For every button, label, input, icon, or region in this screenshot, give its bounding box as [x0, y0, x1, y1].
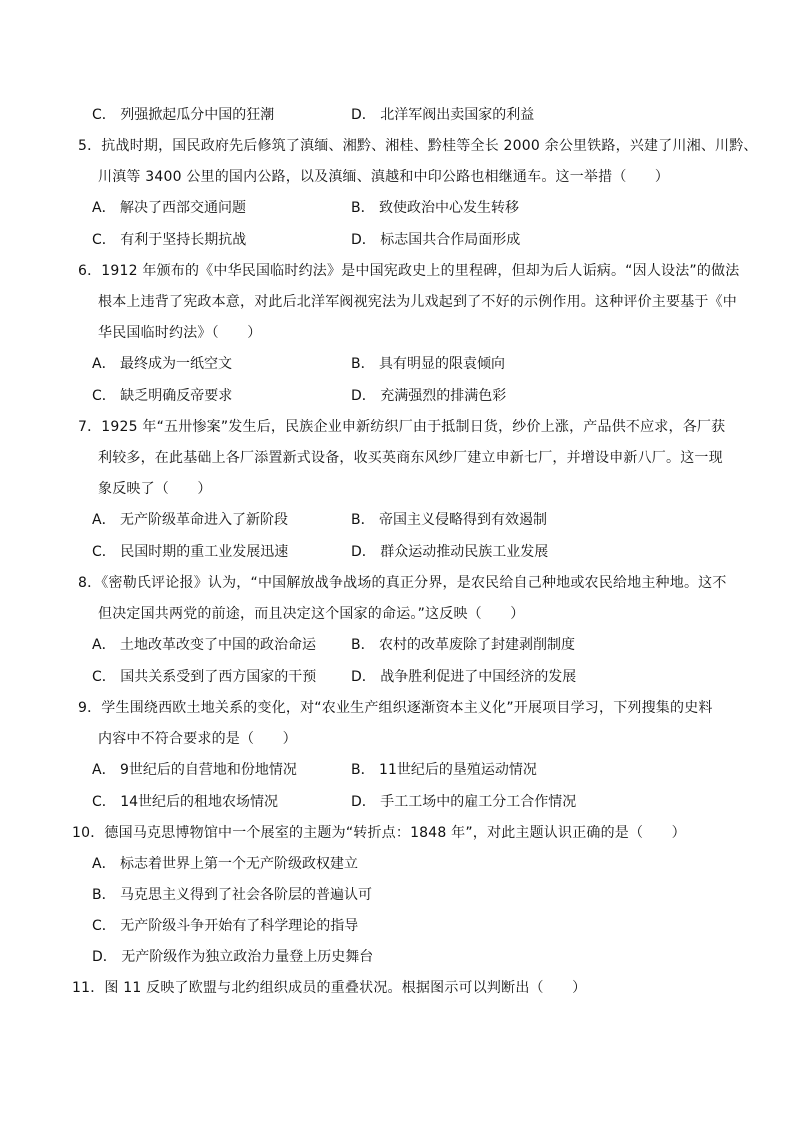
question-9-stem-line-1: 9．学生围绕西欧土地关系的变化，对“农业生产组织逐渐资本主义化”开展项目学习，下列搜集的史料 — [78, 700, 713, 716]
question-8-option-a: A． 土地改革改变了中国的政治命运 — [92, 637, 317, 653]
question-9-option-c: C． 14世纪后的租地农场情况 — [92, 794, 279, 810]
question-7-option-d: D． 群众运动推动民族工业发展 — [351, 544, 549, 560]
question-5-option-d: D． 标志国共合作局面形成 — [351, 232, 521, 248]
question-10-option-c: C． 无产阶级斗争开始有了科学理论的指导 — [92, 918, 359, 934]
question-9-option-a: A． 9世纪后的自营地和份地情况 — [92, 762, 297, 778]
question-10-option-d: D． 无产阶级作为独立政治力量登上历史舞台 — [92, 949, 374, 965]
question-8-stem-line-1: 8．《密勒氏评论报》认为，“中国解放战争战场的真正分界，是农民给自己种地或农民给地主种地。这不 — [78, 575, 727, 591]
question-7-option-b: B． 帝国主义侵略得到有效遏制 — [351, 512, 548, 528]
question-7-option-a: A． 无产阶级革命进入了新阶段 — [92, 512, 289, 528]
question-11-stem-line-1: 11．图 11 反映了欧盟与北约组织成员的重叠状况。根据图示可以判断出（ ） — [72, 980, 587, 996]
question-6-option-b: B． 具有明显的限袁倾向 — [351, 356, 506, 372]
question-7-stem-line-2: 利较多，在此基础上各厂添置新式设备，收买英商东风纱厂建立申新七厂，并增设申新八厂。这一现 — [98, 450, 723, 466]
question-9-option-d: D． 手工工场中的雇工分工合作情况 — [351, 794, 577, 810]
question-6-stem-line-2: 根本上违背了宪政本意，对此后北洋军阀视宪法为儿戏起到了不好的示例作用。这种评价主要基于《中 — [98, 294, 737, 310]
question-9-stem-line-2: 内容中不符合要求的是（ ） — [98, 731, 297, 747]
question-8-option-b: B． 农村的改革废除了封建剥削制度 — [351, 637, 576, 653]
prev-option-d: D． 北洋军阀出卖国家的利益 — [351, 107, 535, 123]
question-7-option-c: C． 民国时期的重工业发展迅速 — [92, 544, 289, 560]
question-8-option-d: D． 战争胜利促进了中国经济的发展 — [351, 669, 577, 685]
question-5-stem-line-1: 5．抗战时期，国民政府先后修筑了滇缅、湘黔、湘桂、黔桂等全长 2000 余公里铁路，兴建了川湘、川黔、 — [78, 138, 758, 154]
question-9-option-b: B． 11世纪后的垦殖运动情况 — [351, 762, 537, 778]
question-6-stem-line-1: 6．1912 年颁布的《中华民国临时约法》是中国宪政史上的里程碑，但却为后人诟病。“因人设法”的做法 — [78, 263, 740, 279]
question-5-stem-line-2: 川滇等 3400 公里的国内公路，以及滇缅、滇越和中印公路也相继通车。这一举措（ ） — [98, 169, 670, 185]
question-5-option-b: B． 致使政治中心发生转移 — [351, 200, 520, 216]
question-6-stem-line-3: 华民国临时约法》（ ） — [98, 325, 262, 341]
question-8-option-c: C． 国共关系受到了西方国家的干预 — [92, 669, 317, 685]
question-7-stem-line-3: 象反映了（ ） — [98, 481, 212, 497]
question-10-option-a: A． 标志着世界上第一个无产阶级政权建立 — [92, 856, 359, 872]
prev-option-c: C． 列强掀起瓜分中国的狂潮 — [92, 107, 275, 123]
question-5-option-a: A． 解决了西部交通问题 — [92, 200, 247, 216]
question-10-stem-line-1: 10．德国马克思博物馆中一个展室的主题为“转折点：1848 年”，对此主题认识正确的是（ ） — [72, 825, 686, 841]
question-6-option-d: D． 充满强烈的排满色彩 — [351, 388, 507, 404]
question-5-option-c: C． 有利于坚持长期抗战 — [92, 232, 247, 248]
question-8-stem-line-2: 但决定国共两党的前途，而且决定这个国家的命运。”这反映（ ） — [98, 606, 525, 622]
question-6-option-c: C． 缺乏明确反帝要求 — [92, 388, 233, 404]
question-10-option-b: B． 马克思主义得到了社会各阶层的普遍认可 — [92, 887, 373, 903]
question-7-stem-line-1: 7．1925 年“五卅惨案”发生后，民族企业申新纺织厂由于抵制日货，纱价上涨，产品供不应求，各厂获 — [78, 419, 726, 435]
question-6-option-a: A． 最终成为一纸空文 — [92, 356, 233, 372]
